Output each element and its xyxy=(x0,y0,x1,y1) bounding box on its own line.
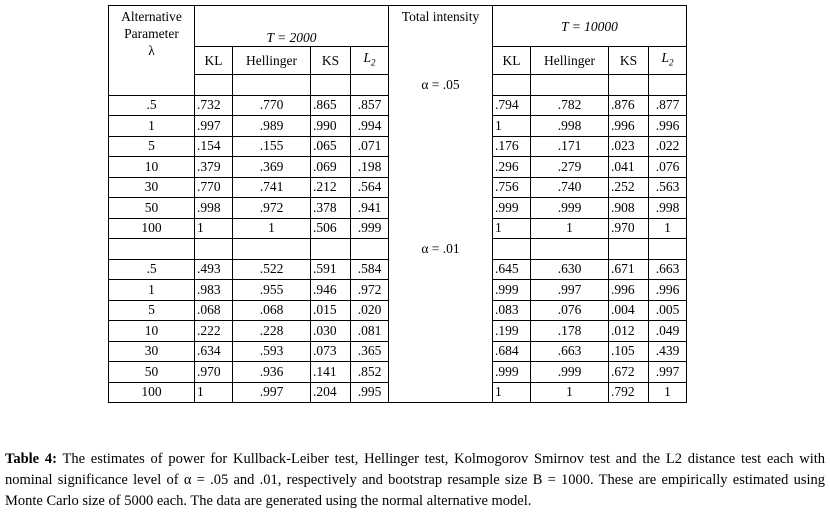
value-cell-t2000: .770 xyxy=(195,177,233,198)
stat-hellinger-header-t10000: Hellinger xyxy=(531,47,609,75)
param-header-line2: Parameter xyxy=(124,26,179,41)
table-row xyxy=(109,280,687,301)
blank-cell xyxy=(389,300,493,321)
value-cell-t2000: .946 xyxy=(311,280,351,301)
value-cell-t10000: .076 xyxy=(531,300,609,321)
value-cell-t2000: .015 xyxy=(311,300,351,321)
value-cell-t10000: .279 xyxy=(531,157,609,178)
value-cell-t10000: .997 xyxy=(649,362,687,383)
lambda-cell: 5 xyxy=(109,300,195,321)
value-cell-t2000: .634 xyxy=(195,341,233,362)
value-cell-t10000: .199 xyxy=(493,321,531,342)
value-cell-t10000: 1 xyxy=(531,218,609,239)
t10000-header: T = 10000 xyxy=(493,6,687,47)
lambda-cell: 1 xyxy=(109,280,195,301)
value-cell-t2000: .204 xyxy=(311,382,351,403)
blank-cell xyxy=(389,382,493,403)
table-row xyxy=(109,136,687,157)
value-cell-t2000: 1 xyxy=(233,218,311,239)
value-cell-t2000: .955 xyxy=(233,280,311,301)
value-cell-t2000: .065 xyxy=(311,136,351,157)
value-cell-t2000: .493 xyxy=(195,259,233,280)
blank-cell xyxy=(351,75,389,96)
value-cell-t2000: .071 xyxy=(351,136,389,157)
table-row xyxy=(109,198,687,219)
lambda-cell: 10 xyxy=(109,321,195,342)
blank-cell xyxy=(609,75,649,96)
table-row xyxy=(109,321,687,342)
value-cell-t10000: .998 xyxy=(531,116,609,137)
value-cell-t2000: .073 xyxy=(311,341,351,362)
value-cell-t10000: 1 xyxy=(649,218,687,239)
blank-cell xyxy=(195,75,233,96)
blank-cell xyxy=(389,116,493,137)
value-cell-t2000: .970 xyxy=(195,362,233,383)
blank-cell xyxy=(109,75,195,96)
value-cell-t2000: .593 xyxy=(233,341,311,362)
value-cell-t2000: .198 xyxy=(351,157,389,178)
blank-cell xyxy=(389,157,493,178)
lambda-cell: 30 xyxy=(109,341,195,362)
blank-cell xyxy=(493,239,531,260)
value-cell-t10000: 1 xyxy=(493,382,531,403)
value-cell-t2000: .998 xyxy=(195,198,233,219)
stat-ks-header-t2000: KS xyxy=(311,47,351,75)
value-cell-t10000: .996 xyxy=(609,116,649,137)
results-table xyxy=(108,5,687,403)
blank-cell xyxy=(649,239,687,260)
value-cell-t10000: 1 xyxy=(531,382,609,403)
value-cell-t2000: .154 xyxy=(195,136,233,157)
value-cell-t10000: .970 xyxy=(609,218,649,239)
value-cell-t10000: .663 xyxy=(649,259,687,280)
stat-ks-header-t10000: KS xyxy=(609,47,649,75)
value-cell-t2000: .857 xyxy=(351,95,389,116)
value-cell-t2000: .222 xyxy=(195,321,233,342)
value-cell-t10000: .999 xyxy=(493,362,531,383)
value-cell-t10000: .076 xyxy=(649,157,687,178)
value-cell-t2000: .941 xyxy=(351,198,389,219)
blank-cell xyxy=(233,75,311,96)
table-row xyxy=(109,341,687,362)
value-cell-t2000: .972 xyxy=(233,198,311,219)
value-cell-t10000: .877 xyxy=(649,95,687,116)
blank-cell xyxy=(493,75,531,96)
value-cell-t10000: .671 xyxy=(609,259,649,280)
value-cell-t10000: .023 xyxy=(609,136,649,157)
value-cell-t2000: 1 xyxy=(195,218,233,239)
value-cell-t10000: .782 xyxy=(531,95,609,116)
alpha-row xyxy=(109,239,687,260)
table-row xyxy=(109,177,687,198)
blank-cell xyxy=(531,239,609,260)
value-cell-t2000: .068 xyxy=(233,300,311,321)
stat-kl-header-t10000: KL xyxy=(493,47,531,75)
value-cell-t2000: .081 xyxy=(351,321,389,342)
value-cell-t2000: .732 xyxy=(195,95,233,116)
value-cell-t2000: .989 xyxy=(233,116,311,137)
value-cell-t10000: .999 xyxy=(493,198,531,219)
value-cell-t10000: .672 xyxy=(609,362,649,383)
value-cell-t10000: .004 xyxy=(609,300,649,321)
value-cell-t10000: .740 xyxy=(531,177,609,198)
table-row xyxy=(109,382,687,403)
value-cell-t2000: .591 xyxy=(311,259,351,280)
value-cell-t2000: .997 xyxy=(233,382,311,403)
value-cell-t10000: .252 xyxy=(609,177,649,198)
value-cell-t2000: .564 xyxy=(351,177,389,198)
value-cell-t10000: .083 xyxy=(493,300,531,321)
lambda-cell: 50 xyxy=(109,362,195,383)
table-row xyxy=(109,218,687,239)
blank-cell xyxy=(649,75,687,96)
blank-cell xyxy=(389,280,493,301)
lambda-cell: 10 xyxy=(109,157,195,178)
value-cell-t2000: .990 xyxy=(311,116,351,137)
blank-cell xyxy=(389,95,493,116)
value-cell-t2000: .995 xyxy=(351,382,389,403)
value-cell-t2000: .936 xyxy=(233,362,311,383)
value-cell-t10000: .997 xyxy=(531,280,609,301)
lambda-cell: 5 xyxy=(109,136,195,157)
value-cell-t10000: .998 xyxy=(649,198,687,219)
blank-cell xyxy=(531,75,609,96)
value-cell-t2000: .378 xyxy=(311,198,351,219)
value-cell-t2000: .141 xyxy=(311,362,351,383)
lambda-cell: 50 xyxy=(109,198,195,219)
value-cell-t10000: .439 xyxy=(649,341,687,362)
value-cell-t10000: .041 xyxy=(609,157,649,178)
value-cell-t10000: .908 xyxy=(609,198,649,219)
value-cell-t10000: .794 xyxy=(493,95,531,116)
total-intensity-header: Total intensity xyxy=(389,6,493,75)
lambda-cell: 100 xyxy=(109,382,195,403)
param-header-line3: λ xyxy=(148,43,155,58)
param-header xyxy=(109,6,195,75)
value-cell-t2000: .369 xyxy=(233,157,311,178)
value-cell-t10000: 1 xyxy=(649,382,687,403)
blank-cell xyxy=(389,218,493,239)
table-row xyxy=(109,259,687,280)
value-cell-t10000: .792 xyxy=(609,382,649,403)
caption-label: Table 4: xyxy=(5,451,57,467)
stat-hellinger-header-t2000: Hellinger xyxy=(233,47,311,75)
value-cell-t2000: .584 xyxy=(351,259,389,280)
lambda-cell: 1 xyxy=(109,116,195,137)
blank-cell xyxy=(389,321,493,342)
table-row xyxy=(109,157,687,178)
blank-cell xyxy=(389,198,493,219)
blank-cell xyxy=(351,239,389,260)
table-caption xyxy=(5,449,825,512)
blank-cell xyxy=(609,239,649,260)
alpha-label: α = .05 xyxy=(389,75,493,96)
value-cell-t2000: .983 xyxy=(195,280,233,301)
blank-cell xyxy=(233,239,311,260)
lambda-cell: 100 xyxy=(109,218,195,239)
value-cell-t2000: .212 xyxy=(311,177,351,198)
value-cell-t10000: .999 xyxy=(531,362,609,383)
value-cell-t10000: .876 xyxy=(609,95,649,116)
value-cell-t2000: .741 xyxy=(233,177,311,198)
value-cell-t10000: .049 xyxy=(649,321,687,342)
blank-cell xyxy=(389,177,493,198)
value-cell-t10000: 1 xyxy=(493,116,531,137)
blank-cell xyxy=(389,341,493,362)
value-cell-t2000: .155 xyxy=(233,136,311,157)
blank-cell xyxy=(389,136,493,157)
blank-cell xyxy=(311,75,351,96)
value-cell-t2000: .770 xyxy=(233,95,311,116)
value-cell-t10000: .996 xyxy=(649,280,687,301)
value-cell-t2000: .852 xyxy=(351,362,389,383)
caption-text: The estimates of power for Kullback-Leiber test, Hellinger test, Kolmogorov Smirnov test and the L2 distance test each with nominal significance level of α = .05 and .01, respectively and bootstrap resample size B = 1000. These are empirically estimated using Monte Carlo size of 5000 each. The data are generated using the normal alternative model. xyxy=(5,451,825,509)
value-cell-t10000: .012 xyxy=(609,321,649,342)
value-cell-t10000: .684 xyxy=(493,341,531,362)
value-cell-t2000: .020 xyxy=(351,300,389,321)
blank-cell xyxy=(195,239,233,260)
value-cell-t2000: .865 xyxy=(311,95,351,116)
value-cell-t10000: .563 xyxy=(649,177,687,198)
value-cell-t10000: .005 xyxy=(649,300,687,321)
value-cell-t10000: .996 xyxy=(609,280,649,301)
blank-cell xyxy=(109,239,195,260)
blank-cell xyxy=(389,259,493,280)
t2000-header: T = 2000 xyxy=(195,6,389,47)
value-cell-t2000: .030 xyxy=(311,321,351,342)
value-cell-t2000: 1 xyxy=(195,382,233,403)
value-cell-t10000: .178 xyxy=(531,321,609,342)
alpha-row xyxy=(109,75,687,96)
value-cell-t2000: .972 xyxy=(351,280,389,301)
stat-l2-header-t2000: $L_2$ xyxy=(351,47,389,75)
value-cell-t2000: .506 xyxy=(311,218,351,239)
value-cell-t10000: .171 xyxy=(531,136,609,157)
lambda-cell: .5 xyxy=(109,95,195,116)
value-cell-t10000: .176 xyxy=(493,136,531,157)
value-cell-t10000: .663 xyxy=(531,341,609,362)
value-cell-t2000: .379 xyxy=(195,157,233,178)
blank-cell xyxy=(311,239,351,260)
value-cell-t2000: .069 xyxy=(311,157,351,178)
value-cell-t2000: .997 xyxy=(195,116,233,137)
value-cell-t10000: .999 xyxy=(493,280,531,301)
table-row xyxy=(109,300,687,321)
alpha-label: α = .01 xyxy=(389,239,493,260)
value-cell-t2000: .068 xyxy=(195,300,233,321)
table-row xyxy=(109,362,687,383)
value-cell-t10000: .999 xyxy=(531,198,609,219)
table-row xyxy=(109,116,687,137)
value-cell-t2000: .999 xyxy=(351,218,389,239)
value-cell-t2000: .365 xyxy=(351,341,389,362)
lambda-cell: 30 xyxy=(109,177,195,198)
value-cell-t2000: .994 xyxy=(351,116,389,137)
value-cell-t10000: 1 xyxy=(493,218,531,239)
value-cell-t2000: .228 xyxy=(233,321,311,342)
value-cell-t10000: .996 xyxy=(649,116,687,137)
value-cell-t10000: .756 xyxy=(493,177,531,198)
param-header-line1: Alternative xyxy=(121,9,182,24)
value-cell-t10000: .022 xyxy=(649,136,687,157)
table-row xyxy=(109,95,687,116)
value-cell-t10000: .105 xyxy=(609,341,649,362)
stat-kl-header-t2000: KL xyxy=(195,47,233,75)
value-cell-t10000: .645 xyxy=(493,259,531,280)
lambda-cell: .5 xyxy=(109,259,195,280)
stat-l2-header-t10000: $L_2$ xyxy=(649,47,687,75)
value-cell-t2000: .522 xyxy=(233,259,311,280)
value-cell-t10000: .296 xyxy=(493,157,531,178)
value-cell-t10000: .630 xyxy=(531,259,609,280)
blank-cell xyxy=(389,362,493,383)
